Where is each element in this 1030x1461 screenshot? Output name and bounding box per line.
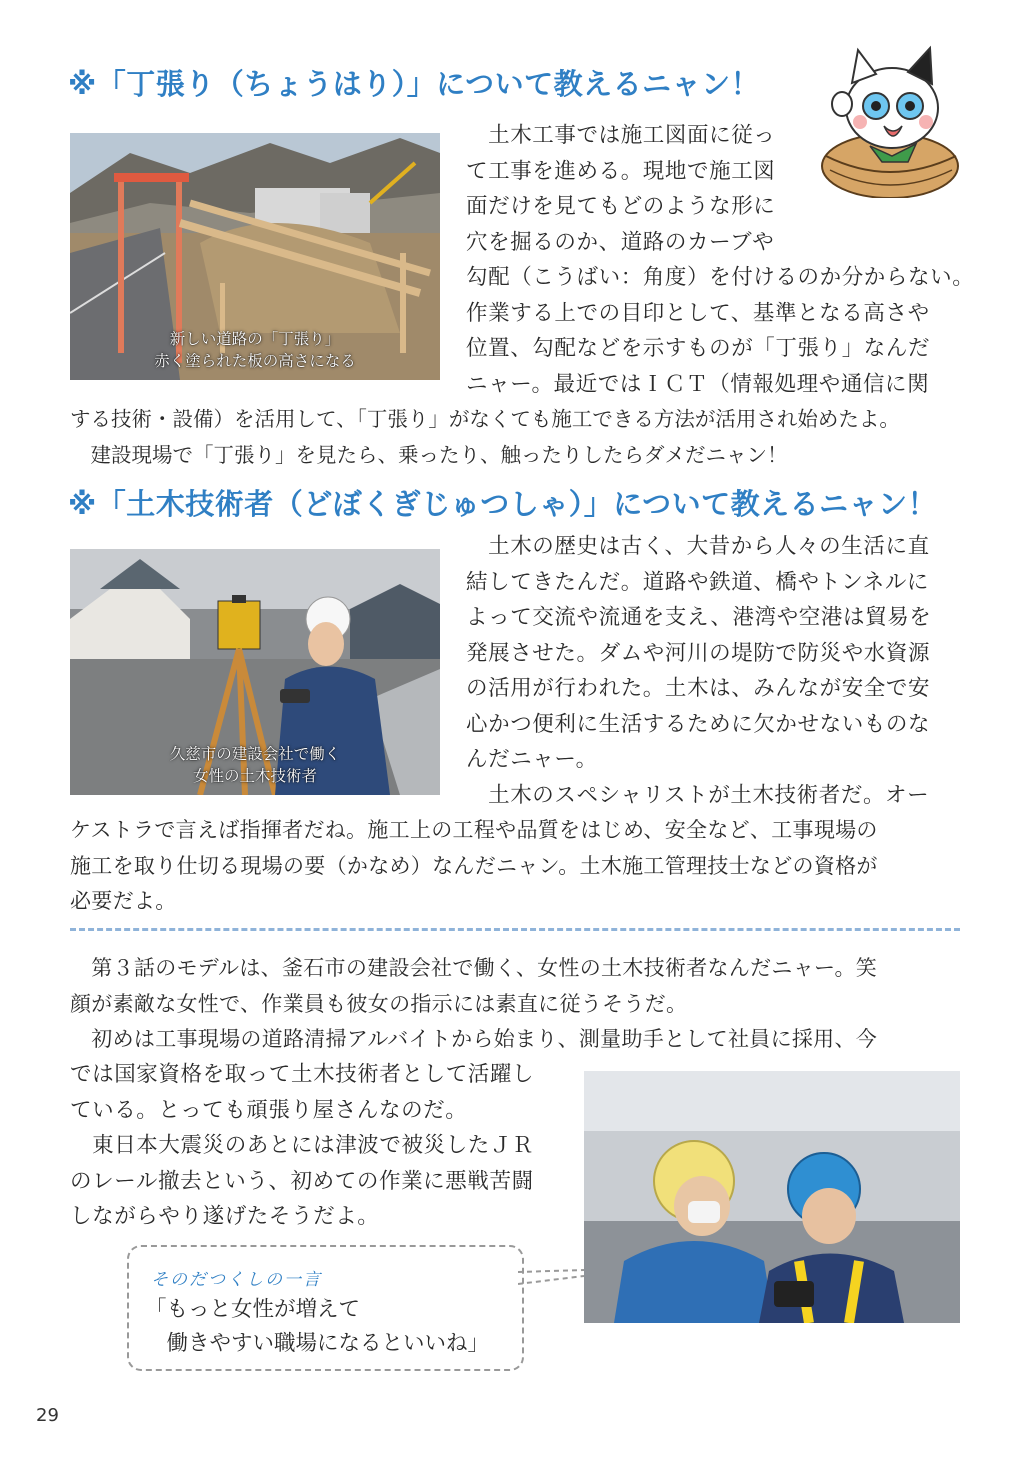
text-line: 初めは工事現場の道路清掃アルバイトから始まり、測量助手として社員に採用、今	[70, 1027, 878, 1051]
text-line: 土木のスペシャリストが土木技術者だ。オー	[466, 782, 930, 808]
section2-heading: ※「土木技術者（どぼくぎじゅつしゃ）」について教えるニャン！	[68, 487, 938, 521]
section2-text-full	[70, 813, 878, 920]
text-line: 顔が素敵な女性で、作業員も彼女の指示には素直に従うそうだ。	[70, 991, 688, 1016]
photo2-caption	[70, 743, 440, 787]
two-women-workers-photo	[584, 1071, 960, 1323]
civil-engineer-survey-photo	[70, 549, 440, 795]
story-text-full	[70, 951, 877, 1058]
section1-text-right	[466, 118, 974, 402]
section1-heading: ※「丁張り（ちょうはり）」について教えるニャン！	[68, 67, 761, 101]
quote-line: 「もっと女性が増えて	[145, 1297, 361, 1322]
text-line: 穴を掘るのか、道路のカーブや	[466, 229, 775, 255]
section1-text-full	[70, 402, 900, 473]
text-line: 施工を取り仕切る現場の要（かなめ）なんだニャン。土木施工管理技士などの資格が	[70, 853, 878, 878]
text-line: する技術・設備）を活用して、「丁張り」がなくても施工できる方法が活用され始めたよ。	[70, 407, 900, 431]
quote-bubble	[127, 1245, 524, 1371]
page-number: 29	[36, 1405, 59, 1426]
quote-line: 働きやすい職場になるといいね」	[145, 1331, 490, 1356]
text-line: 結してきたんだ。道路や鉄道、橋やトンネルに	[466, 569, 930, 595]
story-text-left	[70, 1057, 534, 1235]
text-line: 発展させた。ダムや河川の堤防で防災や水資源	[466, 640, 931, 666]
text-line: 位置、勾配などを示すものが「丁張り」なんだ	[466, 336, 931, 361]
text-line: 土木の歴史は古く、大昔から人々の生活に直	[466, 534, 930, 559]
caption-line: 赤く塗られた板の高さになる	[154, 352, 356, 370]
text-line: ニャー。最近ではＩＣＴ（情報処理や通信に関	[466, 371, 930, 397]
text-line: よって交流や流通を支え、港湾や空港は貿易を	[466, 605, 932, 630]
caption-line: 久慈市の建設会社で働く	[169, 745, 341, 763]
caption-line: 新しい道路の「丁張り」	[169, 330, 341, 348]
workers-in-helmets-image	[584, 1071, 960, 1323]
photo1-caption	[70, 328, 440, 372]
text-line: 東日本大震災のあとには津波で被災したＪＲ	[70, 1133, 535, 1158]
text-line: んだニャー。	[466, 747, 598, 772]
caption-line: 女性の土木技術者	[192, 767, 317, 785]
survey-stakes-photo	[70, 133, 440, 380]
text-line: 土木工事では施工図面に従っ	[466, 123, 776, 148]
section2-text-right	[466, 529, 931, 813]
text-line: ている。とっても頑張り屋さんなのだ。	[70, 1097, 468, 1123]
text-line: 心かつ便利に生活するために欠かせないものな	[466, 711, 931, 737]
text-line: 必要だよ。	[70, 889, 177, 913]
text-line: 面だけを見てもどのような形に	[466, 194, 776, 219]
text-line: ケストラで言えば指揮者だね。施工上の工程や品質をはじめ、安全など、工事現場の	[70, 818, 878, 842]
section-divider	[70, 928, 960, 931]
bubble-pointer	[518, 1268, 588, 1288]
text-line: 建設現場で「丁張り」を見たら、乗ったり、触ったりしたらダメだニャン！	[70, 442, 788, 467]
text-line: て工事を進める。現地で施工図	[466, 158, 776, 184]
text-line: 作業する上での目印として、基準となる高さや	[466, 300, 930, 326]
text-line: の活用が行われた。土木は、みんなが安全で安	[466, 676, 931, 701]
quote-label: そのだつくしの一言	[151, 1270, 322, 1290]
text-line: 勾配（こうばい：角度）を付けるのか分からない。	[466, 265, 975, 290]
text-line: では国家資格を取って土木技術者として活躍し	[70, 1062, 535, 1087]
text-line: のレール撤去という、初めての作業に悪戦苦闘	[70, 1168, 534, 1194]
quote-text	[145, 1293, 489, 1361]
text-line: しながらやり遂げたそうだよ。	[70, 1204, 380, 1229]
text-line: 第３話のモデルは、釜石市の建設会社で働く、女性の土木技術者なんだニャー。笑	[70, 956, 878, 980]
